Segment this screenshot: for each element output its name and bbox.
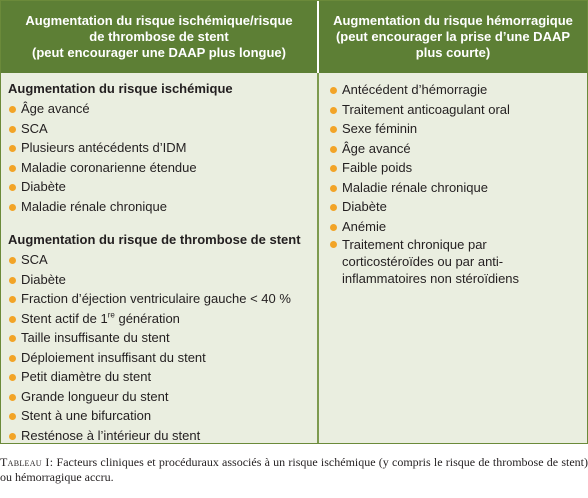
list-item-text: Traitement chronique par corticostéroïdes ou par anti-inflammatoires non stéroïdiens xyxy=(342,237,520,286)
bullet-icon xyxy=(9,126,16,133)
list-item-text: Déploiement insuffisant du stent xyxy=(21,349,206,365)
bullet-icon xyxy=(9,257,16,264)
ischemic-subtitle: Augmentation du risque ischémique xyxy=(8,81,233,96)
bullet-icon xyxy=(9,413,16,420)
list-item xyxy=(8,289,317,309)
list-item-text: Maladie coronarienne étendue xyxy=(21,159,197,175)
list-item-text: Diabète xyxy=(21,179,66,194)
list-item xyxy=(8,99,317,119)
bullet-icon xyxy=(330,241,337,248)
bullet-icon xyxy=(330,146,337,153)
thrombosis-list xyxy=(8,250,317,445)
bullet-icon xyxy=(9,355,16,362)
bullet-icon xyxy=(9,184,16,191)
list-item xyxy=(329,236,587,287)
list-item-text: Traitement anticoagulant oral xyxy=(342,101,510,117)
list-item xyxy=(8,348,317,368)
list-item-text: SCA xyxy=(21,120,48,136)
list-item xyxy=(329,158,587,178)
list-item xyxy=(329,100,587,120)
list-item-text: Faible poids xyxy=(342,160,413,175)
list-item xyxy=(329,217,587,237)
list-item-text: Resténose à l’intérieur du stent xyxy=(21,427,201,443)
list-item-text: Âge avancé xyxy=(21,101,90,116)
list-item-text: Stent actif de 1 xyxy=(21,310,108,326)
bullet-icon xyxy=(330,107,337,114)
bullet-icon xyxy=(330,204,337,211)
bullet-icon xyxy=(9,204,16,211)
bullet-icon xyxy=(9,316,16,323)
list-item xyxy=(8,309,317,329)
list-item xyxy=(8,177,317,197)
bullet-icon xyxy=(9,165,16,172)
bullet-icon xyxy=(330,126,337,133)
hemorrhagic-list xyxy=(329,80,587,287)
bullet-icon xyxy=(330,165,337,172)
list-item-text: Maladie rénale chronique xyxy=(21,198,167,214)
ischemic-column xyxy=(1,73,317,443)
ischemic-list xyxy=(8,99,317,216)
bullet-icon xyxy=(330,224,337,231)
bullet-icon xyxy=(9,277,16,284)
list-item-text: Grande longueur du stent xyxy=(21,388,169,404)
bullet-icon xyxy=(9,433,16,440)
bullet-icon xyxy=(9,106,16,113)
bullet-icon xyxy=(9,394,16,401)
list-item-text: Fraction d’éjection ventriculaire gauche < 40 % xyxy=(21,291,291,306)
list-item xyxy=(8,406,317,426)
list-item xyxy=(8,250,317,270)
thrombosis-subtitle: Augmentation du risque de thrombose de stent xyxy=(8,232,301,247)
list-item-text: Taille insuffisante du stent xyxy=(21,330,170,345)
list-item xyxy=(8,119,317,139)
list-item-text: Antécédent d’hémorragie xyxy=(342,82,488,97)
list-item-text-suffix: génération xyxy=(114,310,180,326)
bullet-icon xyxy=(330,185,337,192)
bullet-icon xyxy=(330,87,337,94)
bullet-icon xyxy=(9,335,16,342)
list-item xyxy=(8,367,317,387)
bullet-icon xyxy=(9,374,16,381)
list-item xyxy=(329,178,587,198)
list-item xyxy=(8,328,317,348)
list-item-text: Petit diamètre du stent xyxy=(21,369,152,384)
list-item xyxy=(8,387,317,407)
caption-label: Tableau I: xyxy=(0,455,54,469)
header-hemorrhagic xyxy=(317,1,587,73)
header-hemorrhagic-text: Augmentation du risque hémorragique (peut encourager la prise d’une DAAP plus courte) xyxy=(333,13,573,60)
caption-text: Facteurs cliniques et procéduraux associés à un risque ischémique (y compris le risque de thrombose de stent) ou hémorragique accru. xyxy=(0,455,588,484)
list-item-text: Âge avancé xyxy=(342,140,411,156)
table-body xyxy=(1,73,587,443)
list-item xyxy=(8,270,317,290)
header-ischemic-text: Augmentation du risque ischémique/risque de thrombose de stent (peut encourager une DAAP plus longue) xyxy=(25,13,293,60)
list-item-text: Plusieurs antécédents d’IDM xyxy=(21,140,187,155)
list-item xyxy=(329,80,587,100)
list-item xyxy=(329,139,587,159)
table-header xyxy=(1,1,587,73)
bullet-icon xyxy=(9,145,16,152)
list-item-text: SCA xyxy=(21,252,48,267)
list-item-text: Diabète xyxy=(21,271,66,287)
list-item-text: Maladie rénale chronique xyxy=(342,179,488,195)
list-item-text: Diabète xyxy=(342,199,387,214)
list-item xyxy=(8,138,317,158)
list-item-text: Sexe féminin xyxy=(342,121,418,136)
list-item xyxy=(329,119,587,139)
list-item-text: Stent à une bifurcation xyxy=(21,408,152,423)
hemorrhagic-column xyxy=(317,73,587,443)
list-item xyxy=(8,197,317,217)
ordinal-superscript: re xyxy=(107,310,115,320)
table-caption xyxy=(0,455,588,485)
list-item xyxy=(329,197,587,217)
list-item xyxy=(8,158,317,178)
header-ischemic xyxy=(1,1,317,73)
list-item-text: Anémie xyxy=(342,218,387,234)
bullet-icon xyxy=(9,296,16,303)
list-item xyxy=(8,426,317,446)
